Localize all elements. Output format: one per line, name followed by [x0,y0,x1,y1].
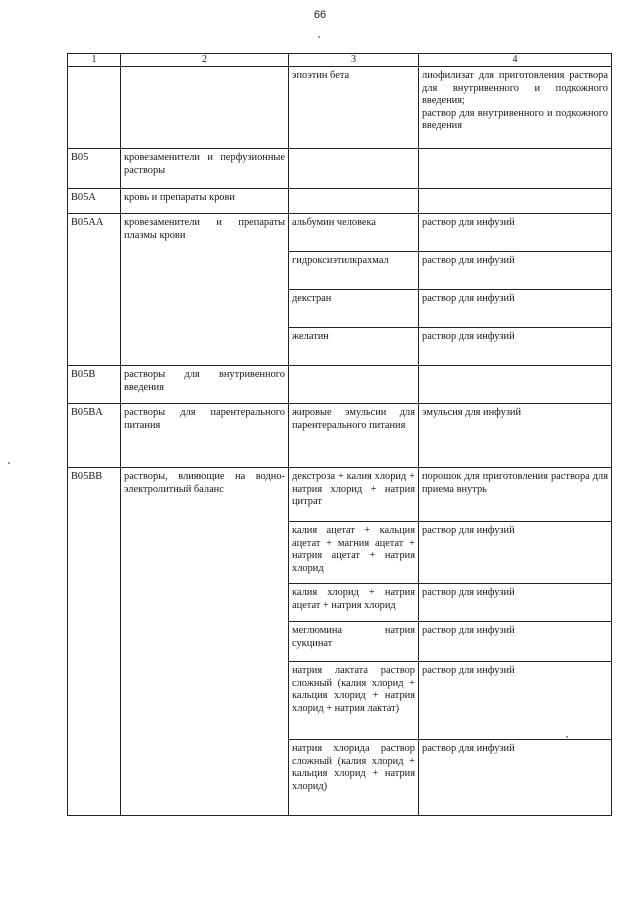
form-cell: раствор для инфузий [419,584,612,622]
form-cell [419,366,612,404]
code-cell: B05B [68,366,121,404]
drug-cell [289,366,419,404]
form-cell: раствор для инфузий [419,214,612,252]
drug-cell: натрия лактата раствор сложный (калия хлорид + кальция хлорид + натрия хлорид + натрия лактат) [289,662,419,740]
drug-cell: альбумин человека [289,214,419,252]
drug-cell: желатин [289,328,419,366]
header-cell-2: 2 [121,54,289,67]
table-row [68,189,612,214]
group-cell: кровезаменители и перфузионные растворы [121,149,289,189]
drug-cell: калия хлорид + натрия ацетат + натрия хлорид [289,584,419,622]
table-row [68,149,612,189]
form-cell: лиофилизат для приготовления раствора для внутривенного и подкожного введения; раствор для внутривенного и подкожного введения [419,67,612,149]
group-cell: растворы, влияющие на водно-электролитный баланс [121,468,289,816]
drug-cell: гидроксиэтилкрахмал [289,252,419,290]
form-cell: эмульсия для инфузий [419,404,612,468]
scan-speck [8,462,10,464]
drug-cell: декстран [289,290,419,328]
group-cell: растворы для внутривенного введения [121,366,289,404]
form-cell: раствор для инфузий [419,740,612,816]
page-number: 66 [313,9,327,21]
form-cell: раствор для инфузий [419,522,612,584]
group-cell: кровезаменители и препараты плазмы крови [121,214,289,366]
drug-cell: эпоэтин бета [289,67,419,149]
table-row [68,366,612,404]
drug-cell [289,149,419,189]
code-cell [68,67,121,149]
header-cell-3: 3 [289,54,419,67]
drug-table [67,53,612,816]
table-header-row [68,54,612,67]
form-cell: порошок для приготовления раствора для приема внутрь [419,468,612,522]
code-cell: B05BA [68,404,121,468]
form-cell: раствор для инфузий [419,252,612,290]
group-cell: кровь и препараты крови [121,189,289,214]
table-row [68,468,612,522]
drug-cell: калия ацетат + кальция ацетат + магния ацетат + натрия ацетат + натрия хлорид [289,522,419,584]
table-row [68,404,612,468]
form-cell: раствор для инфузий [419,662,612,740]
code-cell: B05BB [68,468,121,816]
group-cell: растворы для парентерального питания [121,404,289,468]
drug-cell: натрия хлорида раствор сложный (калия хлорид + кальция хлорид + натрия хлорид) [289,740,419,816]
group-cell [121,67,289,149]
form-cell [419,149,612,189]
drug-cell: меглюмина натрия сукцинат [289,622,419,662]
table-row [68,214,612,252]
scan-speck [318,36,320,38]
drug-cell: декстроза + калия хлорид + натрия хлорид + натрия цитрат [289,468,419,522]
code-cell: B05A [68,189,121,214]
form-cell: раствор для инфузий [419,328,612,366]
code-cell: B05AA [68,214,121,366]
drug-cell: жировые эмульсии для парентерального питания [289,404,419,468]
table-row [68,67,612,149]
drug-cell [289,189,419,214]
header-cell-4: 4 [419,54,612,67]
code-cell: B05 [68,149,121,189]
form-cell: раствор для инфузий [419,622,612,662]
form-cell: раствор для инфузий [419,290,612,328]
form-cell [419,189,612,214]
header-cell-1: 1 [68,54,121,67]
